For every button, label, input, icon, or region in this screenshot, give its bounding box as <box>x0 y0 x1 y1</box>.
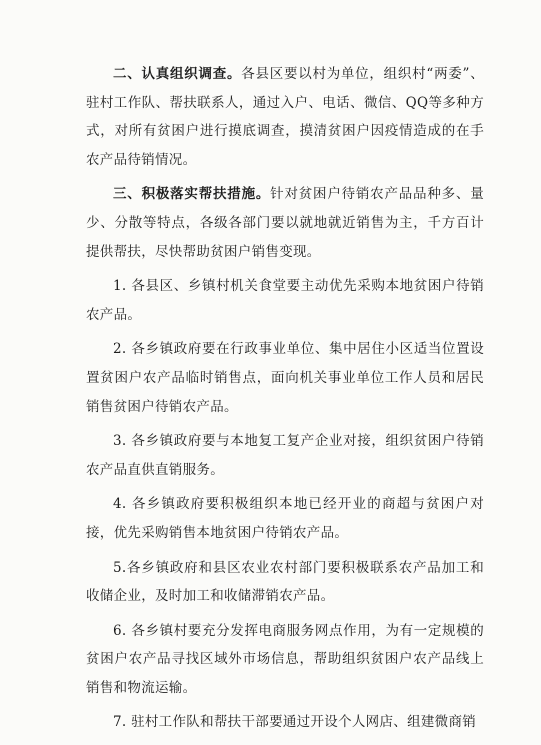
list-item-1: 1. 各县区、乡镇村机关食堂要主动优先采购本地贫困户待销农产品。 <box>86 278 484 323</box>
list-item-4: 4. 各乡镇政府要积极组织本地已经开业的商超与贫困户对接，优先采购销售本地贫困户待销农产品。 <box>86 496 484 541</box>
list-item-2: 2. 各乡镇政府要在行政事业单位、集中居住小区适当位置设置贫困户农产品临时销售点，面向机关事业单位工作人员和居民销售贫困户待销农产品。 <box>86 341 484 415</box>
list-item-3: 3. 各乡镇政府要与本地复工复产企业对接，组织贫困户待销农产品直供直销服务。 <box>86 433 484 478</box>
section-two-heading: 二、认真组织调查。 <box>113 66 242 82</box>
section-three-paragraph <box>86 180 484 266</box>
section-three-text: 针对贫困户待销农产品品种多、量少、分散等特点，各级各部门要以就地就近销售为主，千方百计提供帮扶，尽快帮助贫困户销售变现。 <box>86 186 484 260</box>
list-item-7: 7. 驻村工作队和帮扶干部要通过开设个人网店、组建微商销 <box>113 714 477 731</box>
section-two-text: 各县区要以村为单位，组织村“两委”、驻村工作队、帮扶联系人，通过入户、电话、微信、QQ等多种方式，对所有贫困户进行摸底调查，摸清贫困户因疫情造成的在手农产品待销情况。 <box>86 66 485 168</box>
section-three-heading: 三、积极落实帮扶措施。 <box>113 186 271 203</box>
section-two-paragraph <box>86 60 484 174</box>
list-item-6: 6. 各乡镇村要充分发挥电商服务网点作用，为有一定规模的贫困户农产品寻找区域外市场信息，帮助组织贫困户农产品线上销售和物流运输。 <box>86 622 484 696</box>
list-item-5: 5.各乡镇政府和县区农业农村部门要积极联系农产品加工和收储企业，及时加工和收储滞销农产品。 <box>86 559 484 605</box>
document-body <box>86 60 484 737</box>
